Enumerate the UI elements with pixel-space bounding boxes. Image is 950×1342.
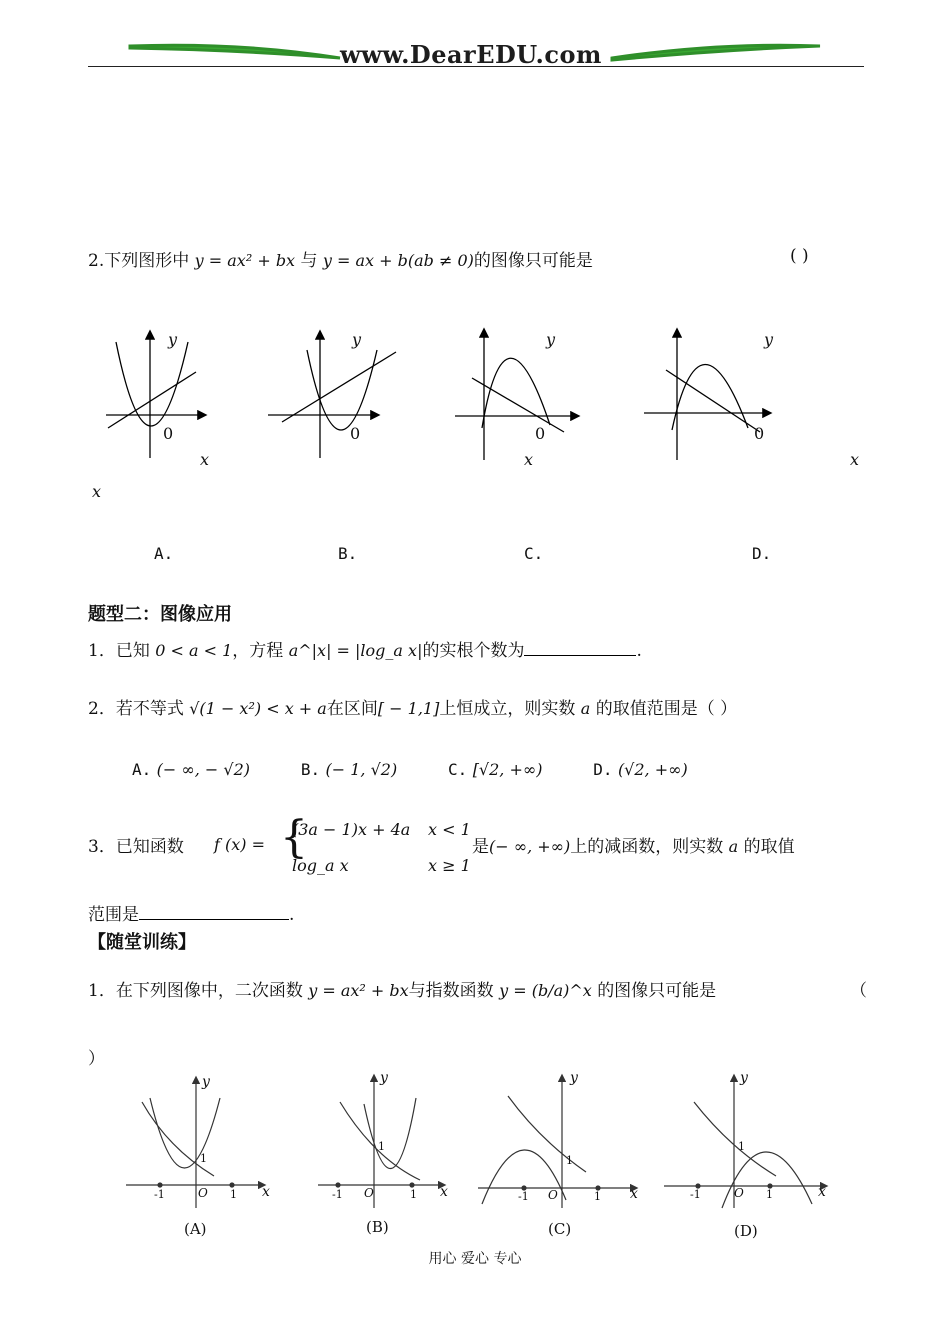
practice-b-one: 1 (378, 1140, 385, 1153)
practice-c-one: 1 (566, 1154, 573, 1167)
practice-q1-f1: y = ax² + bx (308, 981, 409, 1000)
s2-q1-number: 1． (88, 641, 116, 661)
s2-q2-line (88, 694, 737, 719)
s2-q1-eq: a^|x| = |log_a x| (288, 641, 423, 660)
s2-q3-case2: log_a x (292, 856, 349, 875)
practice-b-neg-one: -1 (332, 1188, 343, 1201)
practice-title: 【随堂训练】 (88, 932, 196, 953)
s2-q3-text-a: 已知函数 (115, 837, 184, 857)
graph-a-origin: 0 (163, 424, 174, 443)
s2-q2-option-d-value: (√2, +∞) (617, 760, 688, 779)
practice-c-y: y (570, 1070, 578, 1086)
s2-q2-number: 2． (88, 699, 116, 719)
graph-d (644, 330, 770, 460)
practice-a-one-x: 1 (230, 1188, 237, 1201)
s2-q2-option-b-value: (− 1, √2) (325, 760, 398, 779)
s2-q3-cond1: x < 1 (428, 820, 471, 839)
practice-graph-d (664, 1076, 826, 1208)
s2-q3-var: a (728, 837, 739, 856)
practice-q1-text-c: 的图像只可能是 (597, 981, 717, 1001)
s2-q2-option-a-label: A. (132, 760, 152, 779)
s2-q3-case1: (3a − 1)x + 4a (292, 820, 411, 839)
practice-d-one-x: 1 (766, 1188, 773, 1201)
s2-q3-fx: f (x) = (214, 835, 266, 854)
graph-d-x-label: x (850, 450, 860, 469)
s2-q2-text-a: 若不等式 (115, 699, 184, 719)
s2-q1-answer-blank[interactable] (524, 639, 636, 656)
s2-q3-text-e: 范围是 (88, 905, 139, 925)
graph-b-x-label: x (92, 482, 102, 501)
practice-caption-d[interactable]: (D) (734, 1222, 758, 1240)
practice-d-neg-one: -1 (690, 1188, 701, 1201)
s2-q2-text-b: 在区间 (326, 699, 378, 719)
s2-q2-option-c-value: [√2, +∞) (472, 760, 543, 779)
q2-line (88, 246, 593, 271)
practice-q1-text-b: 与指数函数 (408, 981, 494, 1001)
s2-q2-var: a (580, 699, 591, 718)
practice-graphs (0, 1068, 950, 1228)
q2-option-d[interactable]: D. (752, 544, 772, 563)
q2-text-c: 的图像只可能是 (473, 251, 593, 271)
s2-q2-option-d-label: D. (593, 760, 613, 779)
s2-q3-rest (472, 832, 795, 857)
s2-q2-text-c: 上恒成立，则实数 (439, 699, 576, 719)
s2-q1-cond: 0 < a < 1 (155, 641, 233, 660)
s2-q2-option-a-value: (− ∞, − √2) (156, 760, 251, 779)
practice-q1-f2: y = (b/a)^x (499, 981, 592, 1000)
section2-title: 题型二：图像应用 (88, 604, 232, 625)
q2-answer-paren: ( ) (790, 246, 809, 266)
s2-q3-brace: { (280, 812, 308, 863)
graph-c-y-label: y (546, 330, 556, 349)
practice-b-one-x: 1 (410, 1188, 417, 1201)
s2-q1-text-b: ，方程 (232, 641, 284, 661)
q2-formula2: y = ax + b(ab ≠ 0) (322, 251, 474, 270)
s2-q3-cond2: x ≥ 1 (428, 856, 471, 875)
q2-option-b[interactable]: B. (338, 544, 358, 563)
q2-graphs (0, 320, 950, 520)
practice-q1-line (88, 976, 716, 1001)
s2-q1-text-c: 的实根个数为 (422, 641, 525, 661)
s2-q1-line (88, 636, 642, 661)
practice-q1-paren-close: ） (88, 1049, 105, 1069)
practice-c-one-x: 1 (594, 1190, 601, 1203)
graph-d-origin: 0 (754, 424, 765, 443)
s2-q1-end: . (636, 641, 642, 661)
s2-q3-domain: (− ∞, +∞) (489, 837, 571, 856)
practice-a-one: 1 (200, 1152, 207, 1165)
practice-a-neg-one: -1 (154, 1188, 165, 1201)
header-logo: www.DearEDU.com (340, 40, 602, 69)
graph-c-origin: 0 (535, 424, 546, 443)
graph-d-y-label: y (764, 330, 774, 349)
graph-a-x-label: x (200, 450, 210, 469)
q2-number: 2. (88, 251, 105, 271)
graph-c-x-label: x (524, 450, 534, 469)
q2-option-a[interactable]: A. (154, 544, 174, 563)
s2-q3-line2 (88, 900, 294, 925)
practice-d-x: x (818, 1184, 826, 1200)
q2-formula1: y = ax² + bx (194, 251, 296, 270)
practice-c-x: x (630, 1186, 638, 1202)
q2-text-b: 与 (300, 251, 318, 271)
practice-d-one: 1 (738, 1140, 745, 1153)
graph-c (455, 330, 578, 460)
s2-q2-option-d[interactable] (593, 760, 687, 780)
practice-q1-paren-open: （ (850, 981, 867, 1001)
q2-text-a: 下列图形中 (104, 251, 190, 271)
practice-a-x: x (262, 1184, 270, 1200)
s2-q2-option-c[interactable] (448, 760, 542, 780)
practice-c-origin: O (548, 1188, 558, 1202)
s2-q3-text-b: 是 (472, 837, 489, 857)
s2-q2-option-b[interactable] (301, 760, 397, 780)
s2-q2-text-d: 的取值范围是（ ） (595, 699, 738, 719)
practice-c-neg-one: -1 (518, 1190, 529, 1203)
graph-b-origin: 0 (350, 424, 361, 443)
practice-caption-c[interactable]: (C) (548, 1220, 572, 1238)
q2-option-c[interactable]: C. (524, 544, 544, 563)
s2-q2-options (132, 760, 688, 780)
s2-q2-option-c-label: C. (448, 760, 468, 779)
practice-caption-a[interactable]: (A) (184, 1220, 207, 1238)
s2-q3-number-text (88, 832, 184, 857)
graph-a-y-label: y (168, 330, 178, 349)
s2-q2-option-a[interactable] (132, 760, 250, 780)
s2-q2-option-b-label: B. (300, 760, 321, 779)
s2-q3-end: . (289, 905, 295, 925)
practice-b-y: y (380, 1070, 388, 1086)
footer: 用心 爱心 专心 (428, 1251, 522, 1267)
practice-d-y: y (740, 1070, 748, 1086)
s2-q3-number: 3． (88, 837, 116, 857)
practice-caption-b[interactable]: (B) (366, 1218, 389, 1236)
graph-b (268, 332, 396, 458)
s2-q3-text-c: 上的减函数，则实数 (570, 837, 724, 857)
s2-q3-text-d: 的取值 (743, 837, 795, 857)
practice-b-x: x (440, 1184, 448, 1200)
s2-q3-answer-blank[interactable] (139, 903, 289, 920)
practice-a-origin: O (198, 1186, 208, 1200)
s2-q2-ineq: √(1 − x²) < x + a (189, 699, 327, 718)
s2-q1-text-a: 已知 (115, 641, 150, 661)
practice-q1-text-a: 在下列图像中，二次函数 (115, 981, 303, 1001)
practice-q1-number: 1． (88, 981, 116, 1001)
graph-b-y-label: y (352, 330, 362, 349)
practice-b-origin: O (364, 1186, 374, 1200)
header-divider (88, 66, 864, 67)
s2-q2-interval: [ − 1,1] (377, 699, 440, 718)
practice-a-y: y (202, 1074, 210, 1090)
practice-d-origin: O (734, 1186, 744, 1200)
graph-a (106, 332, 205, 458)
practice-graph-a (126, 1078, 264, 1208)
